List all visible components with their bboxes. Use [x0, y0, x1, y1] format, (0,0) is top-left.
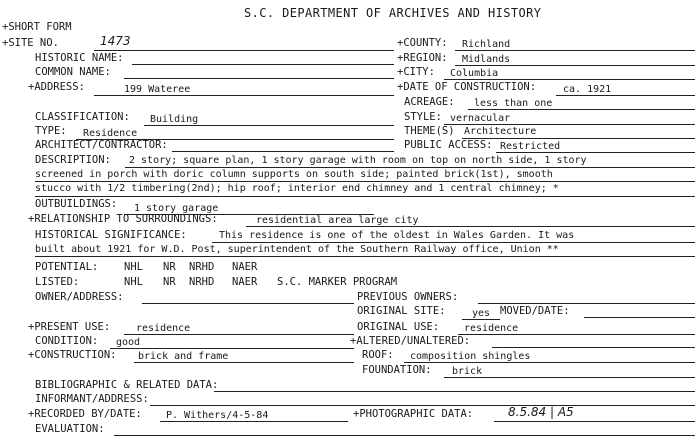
- description-line-2: screened in porch with doric column supports on south side; painted brick(1st), smooth: [35, 169, 553, 180]
- potential-nhl: NHL: [124, 261, 143, 273]
- owner-address-label: OWNER/ADDRESS:: [35, 291, 124, 303]
- bibliographic-label: BIBLIOGRAPHIC & RELATED DATA:: [35, 379, 219, 391]
- listed-label: LISTED:: [35, 276, 80, 288]
- date-of-construction-value: ca. 1921: [563, 84, 612, 95]
- listed-nrhd: NRHD: [189, 276, 215, 288]
- county-value: Richland: [462, 39, 511, 50]
- public-access-value: Restricted: [500, 141, 561, 152]
- county-label: +COUNTY:: [397, 37, 448, 49]
- site-no-line: [94, 50, 394, 51]
- description-line-1: 2 story; square plan, 1 story garage with room on top on north side, 1 story: [129, 155, 587, 166]
- roof-line: [404, 362, 695, 363]
- classification-value: Building: [150, 114, 199, 125]
- condition-value: good: [116, 337, 141, 348]
- county-line: [455, 50, 695, 51]
- significance-rule-2: [35, 256, 695, 257]
- description-rule-2: [35, 181, 695, 182]
- construction-line: [134, 362, 354, 363]
- classification-label: CLASSIFICATION:: [35, 111, 130, 123]
- public-access-line: [496, 152, 695, 153]
- listed-naer: NAER: [232, 276, 258, 288]
- historic-name-line: [132, 64, 394, 65]
- construction-value: brick and frame: [138, 351, 229, 362]
- type-value: Residence: [83, 128, 138, 139]
- address-value: 199 Wateree: [124, 84, 191, 95]
- city-line: [444, 79, 695, 80]
- present-use-value: residence: [136, 323, 191, 334]
- region-line: [455, 65, 695, 66]
- informant-line: [150, 405, 695, 406]
- style-value: vernacular: [450, 113, 511, 124]
- description-rule-3: [35, 196, 695, 197]
- style-label: STYLE:: [404, 111, 442, 123]
- outbuildings-label: OUTBUILDINGS:: [35, 198, 118, 210]
- region-value: Midlands: [462, 54, 511, 65]
- present-use-line: [124, 334, 354, 335]
- original-site-label: ORIGINAL SITE:: [357, 305, 446, 317]
- acreage-label: ACREAGE:: [404, 96, 455, 108]
- description-label: DESCRIPTION:: [35, 154, 111, 166]
- relationship-label: +RELATIONSHIP TO SURROUNDINGS:: [28, 213, 218, 225]
- form-type: +SHORT FORM: [2, 21, 72, 33]
- moved-date-label: MOVED/DATE:: [500, 305, 570, 317]
- significance-line-2: built about 1921 for W.D. Post, superintendent of the Southern Railway office, Union **: [35, 244, 559, 255]
- roof-value: composition shingles: [410, 351, 531, 362]
- historic-name-label: HISTORIC NAME:: [35, 52, 124, 64]
- recorded-by-label: +RECORDED BY/DATE:: [28, 408, 142, 420]
- common-name-label: COMMON NAME:: [35, 66, 111, 78]
- altered-label: +ALTERED/UNALTERED:: [350, 335, 471, 347]
- present-use-label: +PRESENT USE:: [28, 321, 111, 333]
- type-label: TYPE:: [35, 125, 67, 137]
- address-label: +ADDRESS:: [28, 81, 85, 93]
- potential-nr: NR: [163, 261, 176, 273]
- city-value: Columbia: [450, 68, 499, 79]
- photographic-data-label: +PHOTOGRAPHIC DATA:: [353, 408, 474, 420]
- relationship-line: [246, 226, 695, 227]
- original-use-label: ORIGINAL USE:: [357, 321, 440, 333]
- recorded-by-value: P. Withers/4-5-84: [166, 410, 269, 421]
- relationship-value: residential area large city: [256, 215, 419, 226]
- informant-label: INFORMANT/ADDRESS:: [35, 393, 149, 405]
- potential-naer: NAER: [232, 261, 258, 273]
- themes-value: Architecture: [464, 126, 537, 137]
- form-header: S.C. DEPARTMENT OF ARCHIVES AND HISTORY: [244, 6, 542, 20]
- acreage-line: [468, 109, 695, 110]
- description-rule-1: [125, 167, 695, 168]
- public-access-label: PUBLIC ACCESS:: [404, 139, 493, 151]
- architect-line: [172, 151, 394, 152]
- roof-label: ROOF:: [362, 349, 394, 361]
- foundation-label: FOUNDATION:: [362, 364, 432, 376]
- photographic-data-value: 8.5.84 | A5: [508, 405, 574, 419]
- classification-line: [144, 125, 394, 126]
- significance-line-1: This residence is one of the oldest in Wales Garden. It was: [219, 230, 575, 241]
- foundation-line: [444, 377, 695, 378]
- condition-label: CONDITION:: [35, 335, 99, 347]
- significance-rule-1: [212, 242, 695, 243]
- style-line: [444, 124, 695, 125]
- evaluation-line: [114, 435, 695, 436]
- architect-label: ARCHITECT/CONTRACTOR:: [35, 139, 168, 151]
- site-no-label: +SITE NO.: [2, 37, 59, 49]
- evaluation-label: EVALUATION:: [35, 423, 105, 435]
- original-use-value: residence: [464, 323, 519, 334]
- common-name-line: [124, 78, 394, 79]
- listed-sc-marker: S.C. MARKER PROGRAM: [277, 276, 398, 288]
- themes-line: [462, 138, 695, 139]
- original-site-line: [462, 319, 500, 320]
- bibliographic-line: [214, 391, 695, 392]
- previous-owners-label: PREVIOUS OWNERS:: [357, 291, 459, 303]
- listed-nhl: NHL: [124, 276, 143, 288]
- condition-line: [110, 348, 354, 349]
- construction-label: +CONSTRUCTION:: [28, 349, 117, 361]
- recorded-by-line: [160, 421, 348, 422]
- date-of-construction-line: [556, 95, 695, 96]
- date-of-construction-label: +DATE OF CONSTRUCTION:: [397, 81, 537, 93]
- potential-label: POTENTIAL:: [35, 261, 99, 273]
- significance-label: HISTORICAL SIGNIFICANCE:: [35, 229, 187, 241]
- altered-line: [492, 347, 695, 348]
- themes-label: THEME(S): [404, 125, 455, 137]
- foundation-value: brick: [452, 366, 483, 377]
- potential-nrhd: NRHD: [189, 261, 215, 273]
- photographic-data-line: [494, 421, 695, 422]
- original-site-value: yes: [472, 308, 491, 319]
- listed-nr: NR: [163, 276, 176, 288]
- address-line: [94, 95, 394, 96]
- region-label: +REGION:: [397, 52, 448, 64]
- outbuildings-value: 1 story garage: [134, 203, 219, 214]
- acreage-value: less than one: [474, 98, 553, 109]
- owner-address-line: [142, 303, 354, 304]
- city-label: +CITY:: [397, 66, 435, 78]
- previous-owners-line: [478, 303, 695, 304]
- moved-date-line: [584, 317, 695, 318]
- description-line-3: stucco with 1/2 timbering(2nd); hip roof; interior end chimney and 1 central chimney; *: [35, 183, 559, 194]
- site-no-value: 1473: [100, 34, 131, 48]
- original-use-line: [458, 334, 695, 335]
